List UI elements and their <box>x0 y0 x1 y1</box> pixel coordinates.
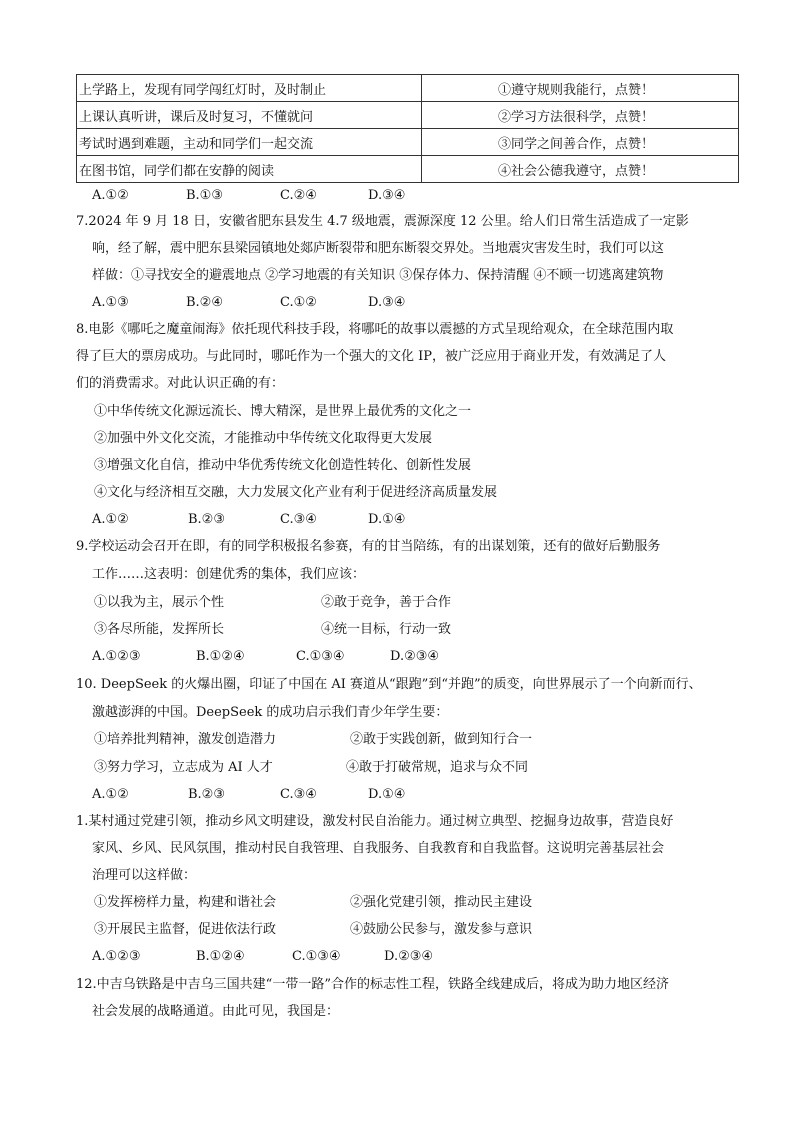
option-b: B.①②④ <box>196 649 245 664</box>
option-a: A.①③ <box>92 295 129 310</box>
table-row <box>77 129 739 156</box>
option-b: B.②③ <box>188 512 225 527</box>
q10-options <box>92 786 405 804</box>
option-b: B.②④ <box>186 295 223 310</box>
q12-stem-line: 社会发展的战略通道。由此可见，我国是： <box>92 1004 340 1019</box>
option-d: D.①④ <box>368 787 406 802</box>
q8-statement: ③增强文化自信，推动中华优秀传统文化创造性转化、创新性发展 <box>94 458 472 473</box>
q9-statement: ④统一目标，行动一致 <box>321 622 452 637</box>
q11-options <box>92 948 433 966</box>
table-cell-left: 在图书馆，同学们都在安静的阅读 <box>77 156 422 183</box>
option-a: A.①② <box>92 188 129 203</box>
table-row <box>77 102 739 129</box>
q11-statement: ③开展民主监督，促进依法行政 <box>94 922 277 937</box>
option-d: D.③④ <box>368 188 406 203</box>
q11-statement: ②强化党建引领，推动民主建设 <box>350 895 533 910</box>
table-row <box>77 75 739 102</box>
q8-stem-line: 们的消费需求。对此认识正确的有： <box>76 376 285 391</box>
q9-statement: ①以我为主，展示个性 <box>94 595 225 610</box>
option-c: C.②④ <box>280 188 317 203</box>
q7-stem-line: 响，经了解，震中肥东县梁园镇地处郯庐断裂带和肥东断裂交界处。当地震灾害发生时，我们可以这 <box>92 241 665 256</box>
q9-options <box>92 648 439 666</box>
option-c: C.①③④ <box>296 649 345 664</box>
option-d: D.②③④ <box>384 949 434 964</box>
q8-statement: ①中华传统文化源远流长、博大精深，是世界上最优秀的文化之一 <box>94 404 472 419</box>
q11-statement: ①发挥榜样力量，构建和谐社会 <box>94 895 277 910</box>
q7-stem-line: 7.2024 年 9 月 18 日，安徽省肥东县发生 4.7 级地震，震源深度 12 公里。给人们日常生活造成了一定影 <box>76 214 689 229</box>
option-a: A.①② <box>92 512 129 527</box>
q11-stem-line: 治理可以这样做： <box>92 868 197 883</box>
option-a: A.①②③ <box>92 949 141 964</box>
option-c: C.①③④ <box>292 949 341 964</box>
q8-stem-line: 得了巨大的票房成功。与此同时，哪吒作为一个强大的文化 IP，被广泛应用于商业开发，有效满足了人 <box>76 349 667 364</box>
q10-stem-line: 10. DeepSeek 的火爆出圈，印证了中国在 AI 赛道从“跟跑”到“并跑”的质变，向世界展示了一个向新而行、 <box>76 677 702 692</box>
option-c: C.③④ <box>280 787 317 802</box>
q9-statement: ②敢于竞争，善于合作 <box>321 595 452 610</box>
table-cell-right: ①遵守规则我能行，点赞！ <box>422 75 739 102</box>
q8-statement: ②加强中外文化交流，才能推动中华传统文化取得更大发展 <box>94 431 433 446</box>
option-d: D.②③④ <box>390 649 440 664</box>
q9-stem-line: 工作……这表明：创建优秀的集体，我们应该： <box>92 567 366 582</box>
q10-statement: ②敢于实践创新，做到知行合一 <box>350 732 533 747</box>
q10-statement: ③努力学习，立志成为 AI 人才 <box>94 760 273 775</box>
table-cell-right: ④社会公德我遵守，点赞！ <box>422 156 739 183</box>
q10-statement: ①培养批判精神，激发创造潜力 <box>94 732 277 747</box>
q7-stem-line: 样做：①寻找安全的避震地点 ②学习地震的有关知识 ③保存体力、保持清醒 ④不顾一切逃离建筑物 <box>92 268 664 283</box>
table-cell-right: ②学习方法很科学，点赞！ <box>422 102 739 129</box>
q10-statement: ④敢于打破常规，追求与众不同 <box>346 760 529 775</box>
table-cell-left: 上课认真听讲，课后及时复习，不懂就问 <box>77 102 422 129</box>
q10-stem-line: 激越澎湃的中国。DeepSeek 的成功启示我们青少年学生要： <box>92 705 449 720</box>
q8-options <box>92 511 405 529</box>
option-a: A.①②③ <box>92 649 141 664</box>
table-cell-left: 考试时遇到难题，主动和同学们一起交流 <box>77 129 422 156</box>
option-a: A.①② <box>92 787 129 802</box>
q7-options <box>92 294 405 312</box>
q8-stem-line: 8.电影《哪吒之魔童闹海》依托现代科技手段，将哪吒的故事以震撼的方式呈现给观众，在全球范围内取 <box>76 322 674 337</box>
option-c: C.③④ <box>280 512 317 527</box>
q8-statement: ④文化与经济相互交融，大力发展文化产业有利于促进经济高质量发展 <box>94 485 498 500</box>
option-c: C.①② <box>280 295 317 310</box>
table-row <box>77 156 739 183</box>
option-d: D.①④ <box>368 512 406 527</box>
matching-table <box>76 74 739 183</box>
q11-stem-line: 家风、乡风、民风氛围，推动村民自我管理、自我服务、自我教育和自我监督。这说明完善基层社会 <box>92 841 665 856</box>
table-cell-right: ③同学之间善合作，点赞！ <box>422 129 739 156</box>
q6-options <box>92 187 405 205</box>
option-b: B.①②④ <box>196 949 245 964</box>
option-b: B.①③ <box>186 188 223 203</box>
q9-statement: ③各尽所能，发挥所长 <box>94 622 225 637</box>
q9-stem-line: 9.学校运动会召开在即，有的同学积极报名参赛，有的甘当陪练，有的出谋划策，还有的做好后勤服务 <box>76 539 661 554</box>
option-d: D.③④ <box>368 295 406 310</box>
table-cell-left: 上学路上，发现有同学闯红灯时，及时制止 <box>77 75 422 102</box>
q11-statement: ④鼓励公民参与，激发参与意识 <box>350 922 533 937</box>
q12-stem-line: 12.中吉乌铁路是中吉乌三国共建“一带一路”合作的标志性工程，铁路全线建成后，将成为助力地区经济 <box>76 977 669 992</box>
q11-stem-line: 1.某村通过党建引领，推动乡风文明建设，激发村民自治能力。通过树立典型、挖掘身边故事，营造良好 <box>76 814 674 829</box>
option-b: B.②③ <box>188 787 225 802</box>
